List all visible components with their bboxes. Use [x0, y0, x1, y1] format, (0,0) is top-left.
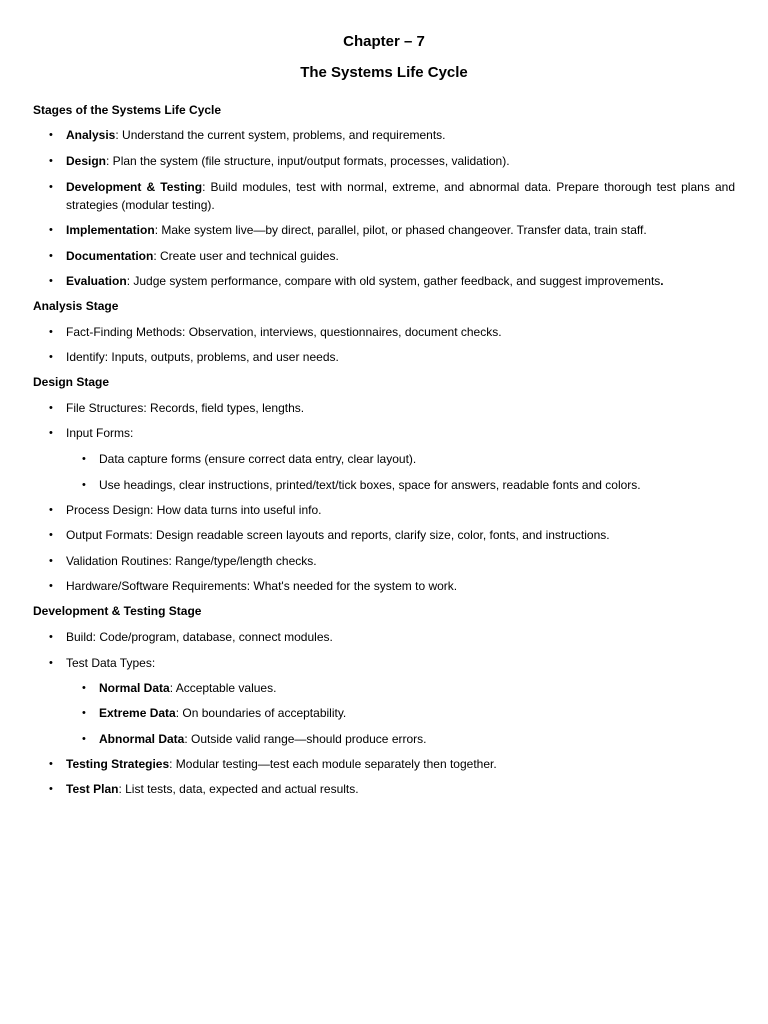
sub-list-item [82, 450, 735, 468]
list-item-term: Normal Data [99, 681, 170, 695]
list-item-term: Evaluation [66, 274, 127, 288]
bullet-icon: • [49, 427, 53, 439]
bullet-icon: • [49, 783, 53, 795]
bullet-icon: • [49, 326, 53, 338]
list-item [49, 272, 735, 290]
list-item-text: : Make system live—by direct, parallel, pilot, or phased changeover. Transfer data, train staff. [154, 223, 647, 237]
chapter-title: The Systems Life Cycle [300, 64, 468, 81]
list-item-text: Identify: Inputs, outputs, problems, and user needs. [66, 350, 339, 364]
list-item-term: Documentation [66, 249, 154, 263]
bullet-icon: • [49, 529, 53, 541]
list-item-term: Design [66, 154, 107, 168]
list-item [49, 755, 735, 773]
sub-list-item [82, 704, 735, 722]
bullet-icon: • [49, 351, 53, 363]
bullet-icon: • [49, 504, 53, 516]
list-item-text: : Plan the system (file structure, input/output formats, processes, validation). [106, 154, 510, 168]
section-heading-analysis: Analysis Stage [33, 299, 119, 313]
section-heading-development: Development & Testing Stage [33, 604, 202, 618]
list-item-text: Test Data Types: [66, 656, 156, 670]
list-item-text: : Build modules, test with normal, extreme, and abnormal data. Prepare thorough test plans and strategies (modular testing). [66, 180, 735, 212]
list-item-text: : On boundaries of acceptability. [175, 706, 347, 720]
list-item-text: Fact-Finding Methods: Observation, interviews, questionnaires, document checks. [66, 325, 502, 339]
bullet-icon: • [82, 707, 86, 719]
bullet-icon: • [49, 580, 53, 592]
list-item [49, 628, 735, 646]
bullet-icon: • [49, 181, 53, 193]
bullet-icon: • [49, 275, 53, 287]
list-item-end: . [660, 274, 664, 288]
list-item [49, 552, 735, 570]
list-item [49, 178, 735, 214]
list-item-text: Data capture forms (ensure correct data entry, clear layout). [99, 452, 417, 466]
list-item-text: : List tests, data, expected and actual results. [118, 782, 359, 796]
bullet-icon: • [82, 479, 86, 491]
bullet-icon: • [49, 250, 53, 262]
list-item-term: Extreme Data [99, 706, 176, 720]
list-item-text: Output Formats: Design readable screen layouts and reports, clarify size, color, fonts, and instructions. [66, 528, 610, 542]
list-item-text: Build: Code/program, database, connect modules. [66, 630, 333, 644]
list-item [49, 526, 735, 544]
bullet-icon: • [49, 402, 53, 414]
section-heading-design: Design Stage [33, 375, 110, 389]
list-item [49, 348, 735, 366]
list-item-term: Test Plan [66, 782, 119, 796]
bullet-icon: • [49, 129, 53, 141]
list-item-text: : Acceptable values. [169, 681, 277, 695]
section-heading-stages: Stages of the Systems Life Cycle [33, 103, 222, 117]
sub-list-item [82, 679, 735, 697]
sub-list-item [82, 476, 735, 494]
list-item [49, 577, 735, 595]
bullet-icon: • [82, 733, 86, 745]
bullet-icon: • [49, 155, 53, 167]
list-item-term: Implementation [66, 223, 155, 237]
bullet-icon: • [49, 758, 53, 770]
list-item [49, 399, 735, 417]
list-item-text: Validation Routines: Range/type/length checks. [66, 554, 317, 568]
list-item [49, 221, 735, 239]
list-item-text: : Create user and technical guides. [153, 249, 339, 263]
list-item [49, 780, 735, 798]
list-item [49, 126, 735, 144]
sub-list-item [82, 730, 735, 748]
list-item-text: : Understand the current system, problems, and requirements. [115, 128, 446, 142]
list-item-term: Abnormal Data [99, 732, 185, 746]
bullet-icon: • [82, 453, 86, 465]
bullet-icon: • [49, 555, 53, 567]
bullet-icon: • [49, 631, 53, 643]
bullet-icon: • [82, 682, 86, 694]
list-item [49, 152, 735, 170]
list-item-text: : Outside valid range—should produce errors. [184, 732, 427, 746]
list-item-text: Hardware/Software Requirements: What's needed for the system to work. [66, 579, 458, 593]
list-item-text: : Modular testing—test each module separately then together. [169, 757, 497, 771]
list-item [49, 654, 735, 672]
list-item-term: Analysis [66, 128, 116, 142]
list-item-text: File Structures: Records, field types, lengths. [66, 401, 305, 415]
bullet-icon: • [49, 224, 53, 236]
list-item [49, 247, 735, 265]
bullet-icon: • [49, 657, 53, 669]
list-item-text: Input Forms: [66, 426, 134, 440]
list-item [49, 424, 735, 442]
list-item-text: : Judge system performance, compare with old system, gather feedback, and suggest improvements [126, 274, 661, 288]
list-item-term: Development & Testing [66, 180, 203, 194]
list-item-term: Testing Strategies [66, 757, 170, 771]
list-item-text: Process Design: How data turns into useful info. [66, 503, 322, 517]
list-item [49, 501, 735, 519]
list-item [49, 323, 735, 341]
chapter-number: Chapter – 7 [343, 33, 425, 50]
list-item-text: Use headings, clear instructions, printed/text/tick boxes, space for answers, readable fonts and colors. [99, 478, 641, 492]
